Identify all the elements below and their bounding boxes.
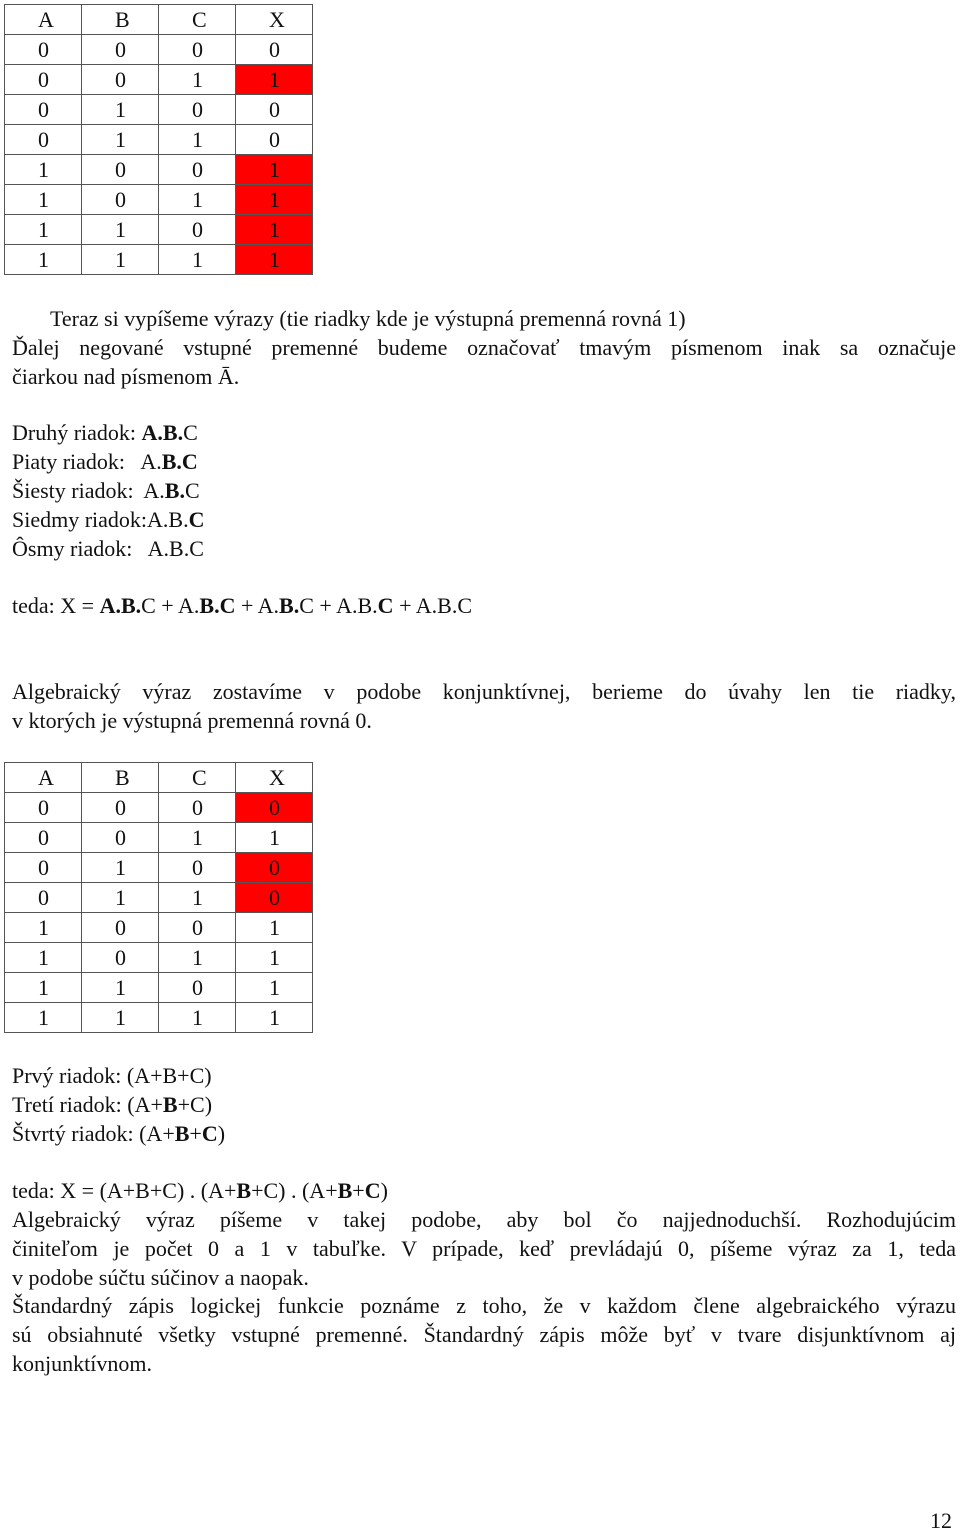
output-cell: 0 xyxy=(236,793,313,823)
conjunctive-result xyxy=(12,1176,956,1205)
expr-row xyxy=(12,1061,956,1090)
header-cell: B xyxy=(82,763,159,793)
expr-row xyxy=(12,1119,956,1148)
negated-term: B xyxy=(174,1121,190,1146)
table-row xyxy=(5,65,313,95)
expr-row xyxy=(12,534,956,563)
input-cell: 1 xyxy=(5,215,82,245)
input-cell: 0 xyxy=(82,65,159,95)
input-cell: 0 xyxy=(82,155,159,185)
output-cell: 1 xyxy=(236,245,313,275)
term: C xyxy=(184,478,200,503)
negated-term: B xyxy=(337,1178,353,1203)
note-line-2: čiarkou nad písmenom Ā. xyxy=(12,364,240,389)
input-cell: 1 xyxy=(5,185,82,215)
row-label: Ôsmy riadok: xyxy=(12,536,148,561)
page-number: 12 xyxy=(930,1508,952,1533)
input-cell: 0 xyxy=(159,973,236,1003)
negated-term: B xyxy=(236,1178,252,1203)
input-cell: 1 xyxy=(159,1003,236,1033)
input-cell: 1 xyxy=(82,973,159,1003)
negated-term: B.C xyxy=(161,449,198,474)
table-row xyxy=(5,913,313,943)
negated-term: B xyxy=(162,1092,178,1117)
conjunctive-para-line-2: v ktorých je výstupná premenná rovná 0. xyxy=(12,708,372,733)
output-cell: 0 xyxy=(236,853,313,883)
note-line-1: Ďalej negované vstupné premenné budeme označovať tmavým písmenom inak sa označuje xyxy=(12,335,956,360)
header-cell: A xyxy=(5,5,82,35)
term: ) xyxy=(380,1178,388,1203)
input-cell: 1 xyxy=(159,185,236,215)
output-cell: 1 xyxy=(236,913,313,943)
input-cell: 1 xyxy=(82,125,159,155)
table-row xyxy=(5,245,313,275)
output-cell: 1 xyxy=(236,215,313,245)
input-cell: 0 xyxy=(5,853,82,883)
input-cell: 1 xyxy=(5,943,82,973)
term: A.B.C xyxy=(147,536,204,561)
input-cell: 0 xyxy=(159,913,236,943)
negated-term: A.B. xyxy=(141,420,184,445)
negated-term: A.B. xyxy=(99,593,142,618)
input-cell: 0 xyxy=(159,793,236,823)
para1-line-2: činiteľom je počet 0 a 1 v tabuľke. V prípade, keď prevládajú 0, píšeme výraz za 1, teda xyxy=(12,1236,956,1261)
table-row xyxy=(5,35,313,65)
table-header-row xyxy=(5,763,313,793)
expr-row xyxy=(12,476,956,505)
table-row xyxy=(5,125,313,155)
table-row xyxy=(5,793,313,823)
negated-term: C xyxy=(188,507,205,532)
header-cell: X xyxy=(236,763,313,793)
term: + A. xyxy=(235,593,280,618)
input-cell: 1 xyxy=(82,245,159,275)
row-label: Piaty riadok: xyxy=(12,449,141,474)
input-cell: 0 xyxy=(5,793,82,823)
table-header-row xyxy=(5,5,313,35)
table-row xyxy=(5,95,313,125)
output-cell: 0 xyxy=(236,125,313,155)
input-cell: 1 xyxy=(159,65,236,95)
header-cell: A xyxy=(5,763,82,793)
output-cell: 1 xyxy=(236,155,313,185)
output-cell: 0 xyxy=(236,883,313,913)
table-row xyxy=(5,853,313,883)
input-cell: 0 xyxy=(5,125,82,155)
para1-line-3: v podobe súčtu súčinov a naopak. xyxy=(12,1265,309,1290)
input-cell: 1 xyxy=(159,125,236,155)
expr-row xyxy=(12,418,956,447)
para2-line-3: konjunktívnom. xyxy=(12,1351,152,1376)
input-cell: 1 xyxy=(5,1003,82,1033)
term: A.B. xyxy=(147,507,189,532)
term: + A.B.C xyxy=(393,593,472,618)
header-cell: C xyxy=(159,5,236,35)
input-cell: 0 xyxy=(5,35,82,65)
input-cell: 1 xyxy=(82,1003,159,1033)
row-label: teda: X = xyxy=(12,593,100,618)
input-cell: 1 xyxy=(159,245,236,275)
input-cell: 0 xyxy=(82,185,159,215)
expr-row xyxy=(12,447,956,476)
table-row xyxy=(5,1003,313,1033)
row-label: Siedmy riadok: xyxy=(12,507,148,532)
input-cell: 1 xyxy=(159,883,236,913)
output-cell: 1 xyxy=(236,1003,313,1033)
table-row xyxy=(5,185,313,215)
input-cell: 0 xyxy=(159,215,236,245)
expr-row xyxy=(12,1090,956,1119)
row-label: Prvý riadok: xyxy=(12,1063,127,1088)
term: + xyxy=(352,1178,365,1203)
input-cell: 0 xyxy=(159,35,236,65)
term: (A+B+C) . (A+ xyxy=(99,1178,237,1203)
input-cell: 0 xyxy=(159,95,236,125)
output-cell: 1 xyxy=(236,823,313,853)
table-row xyxy=(5,883,313,913)
table-row xyxy=(5,973,313,1003)
input-cell: 1 xyxy=(82,95,159,125)
term: +C) . (A+ xyxy=(251,1178,338,1203)
input-cell: 0 xyxy=(82,793,159,823)
truth-table-1 xyxy=(4,4,313,275)
negated-term: C xyxy=(201,1121,218,1146)
input-cell: 0 xyxy=(5,883,82,913)
input-cell: 1 xyxy=(159,943,236,973)
term: C + A. xyxy=(141,593,200,618)
term: C + A.B. xyxy=(299,593,378,618)
input-cell: 1 xyxy=(82,883,159,913)
term: A. xyxy=(140,449,162,474)
input-cell: 1 xyxy=(5,913,82,943)
term: A. xyxy=(143,478,165,503)
input-cell: 1 xyxy=(5,973,82,1003)
input-cell: 0 xyxy=(82,943,159,973)
row-label: Štvrtý riadok: xyxy=(12,1121,140,1146)
header-cell: X xyxy=(236,5,313,35)
row-label: Druhý riadok: xyxy=(12,420,142,445)
input-cell: 0 xyxy=(159,155,236,185)
term: + xyxy=(189,1121,202,1146)
output-cell: 0 xyxy=(236,95,313,125)
input-cell: 0 xyxy=(159,853,236,883)
input-cell: 1 xyxy=(82,853,159,883)
term: (A+B+C) xyxy=(126,1063,212,1088)
table-row xyxy=(5,943,313,973)
table-row xyxy=(5,155,313,185)
negated-term: B. xyxy=(164,478,185,503)
input-cell: 1 xyxy=(159,823,236,853)
row-label: Šiesty riadok: xyxy=(12,478,144,503)
input-cell: 0 xyxy=(5,823,82,853)
output-cell: 1 xyxy=(236,943,313,973)
negated-term: B. xyxy=(279,593,300,618)
input-cell: 0 xyxy=(82,823,159,853)
term: +C) xyxy=(177,1092,213,1117)
input-cell: 1 xyxy=(82,215,159,245)
negated-term: C xyxy=(364,1178,381,1203)
disjunctive-result xyxy=(12,591,956,620)
table-row xyxy=(5,823,313,853)
para2-line-1: Štandardný zápis logickej funkcie poznáme z toho, že v každom člene algebraického výrazu xyxy=(12,1293,956,1318)
header-cell: C xyxy=(159,763,236,793)
negated-term: C xyxy=(377,593,394,618)
term: C xyxy=(183,420,198,445)
input-cell: 0 xyxy=(5,65,82,95)
input-cell: 1 xyxy=(5,245,82,275)
negated-term: B.C xyxy=(199,593,236,618)
output-cell: 0 xyxy=(236,35,313,65)
table-row xyxy=(5,215,313,245)
row-label: teda: X = xyxy=(12,1178,100,1203)
input-cell: 0 xyxy=(82,35,159,65)
intro-text: Teraz si vypíšeme výrazy (tie riadky kde je výstupná premenná rovná 1) xyxy=(50,306,686,331)
truth-table-2 xyxy=(4,762,313,1033)
para1-line-1: Algebraický výraz píšeme v takej podobe, aby bol čo najjednoduchší. Rozhodujúcim xyxy=(12,1207,956,1232)
row-label: Tretí riadok: xyxy=(12,1092,128,1117)
conjunctive-para-line-1: Algebraický výraz zostavíme v podobe konjunktívnej, berieme do úvahy len tie riadky, xyxy=(12,679,956,704)
output-cell: 1 xyxy=(236,973,313,1003)
output-cell: 1 xyxy=(236,185,313,215)
term: (A+ xyxy=(127,1092,163,1117)
term: (A+ xyxy=(139,1121,175,1146)
term: ) xyxy=(217,1121,226,1146)
para2-line-2: sú obsiahnuté všetky vstupné premenné. Štandardný zápis môže byť v tvare disjunktívnom aj xyxy=(12,1322,956,1347)
input-cell: 0 xyxy=(82,913,159,943)
output-cell: 1 xyxy=(236,65,313,95)
input-cell: 1 xyxy=(5,155,82,185)
header-cell: B xyxy=(82,5,159,35)
expr-row xyxy=(12,505,956,534)
input-cell: 0 xyxy=(5,95,82,125)
